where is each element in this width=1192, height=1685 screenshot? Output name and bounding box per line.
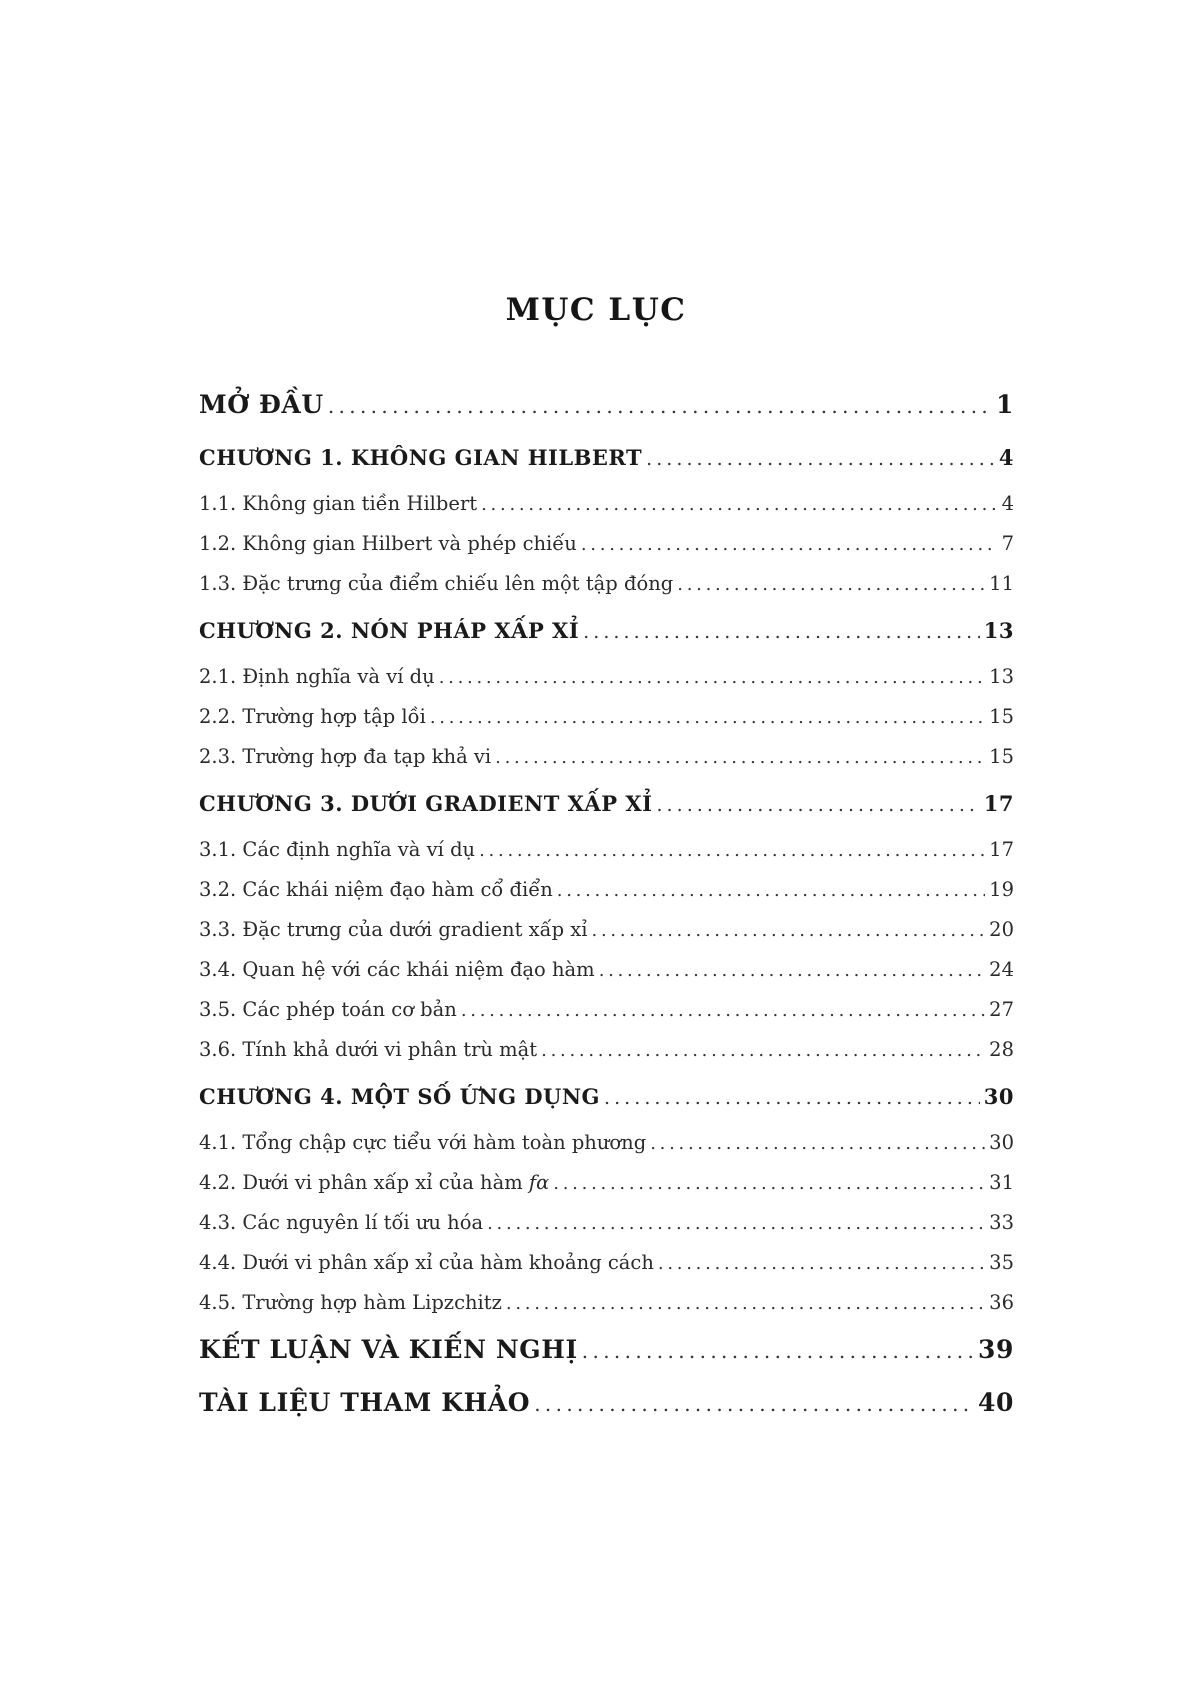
toc-entry-page: 35 (989, 1251, 1014, 1274)
toc-title: MỤC LỤC (505, 292, 687, 328)
toc-entry-label: 4.3. Các nguyên lí tối ưu hóa (199, 1211, 484, 1234)
toc-entry-section-3-6[interactable] (199, 1030, 1014, 1070)
toc-entry-label: 3.6. Tính khả dưới vi phân trù mật (199, 1038, 538, 1061)
toc-entry-section-4-4[interactable] (199, 1243, 1014, 1283)
toc-entry-page: 15 (989, 705, 1014, 728)
toc-entry-label: 2.2. Trường hợp tập lồi (199, 705, 426, 728)
toc-entry-page: 13 (989, 665, 1014, 688)
toc-entry-page: 15 (989, 745, 1014, 768)
dot-leader (656, 779, 979, 832)
toc-entry-page: 30 (983, 1084, 1014, 1109)
toc-entry-label: 2.1. Định nghĩa và ví dụ (199, 665, 435, 688)
dot-leader (534, 1378, 974, 1431)
toc-entry-page: 4 (998, 445, 1014, 470)
toc-entry-ket-luan[interactable] (199, 1323, 1014, 1376)
toc-entry-section-3-1[interactable] (199, 830, 1014, 870)
toc-entry-label: 4.5. Trường hợp hàm Lipzchitz (199, 1291, 502, 1314)
dot-leader (583, 606, 980, 659)
dot-leader (582, 1325, 974, 1378)
dot-leader (506, 1284, 985, 1324)
toc-entry-label: 3.4. Quan hệ với các khái niệm đạo hàm (199, 958, 595, 981)
toc-entry-section-2-3[interactable] (199, 737, 1014, 777)
toc-entry-section-4-5[interactable] (199, 1283, 1014, 1323)
toc-entry-page: 39 (978, 1335, 1014, 1364)
dot-leader (557, 871, 985, 911)
toc-entry-page: 17 (989, 838, 1014, 861)
toc-entry-page: 17 (983, 791, 1014, 816)
toc-entry-label: TÀI LIỆU THAM KHẢO (199, 1388, 531, 1417)
toc-entry-chapter-3[interactable] (199, 777, 1014, 830)
toc-entry-page: 30 (989, 1131, 1014, 1154)
toc-entry-page: 28 (989, 1038, 1014, 1061)
toc-entry-section-1-2[interactable] (199, 524, 1014, 564)
dot-leader (495, 738, 985, 778)
dot-leader (650, 1124, 985, 1164)
toc-entry-label: 3.1. Các định nghĩa và ví dụ (199, 838, 476, 861)
toc-entry-label: CHƯƠNG 1. KHÔNG GIAN HILBERT (199, 445, 643, 470)
toc-entry-page: 13 (983, 618, 1014, 643)
toc-entry-chapter-4[interactable] (199, 1070, 1014, 1123)
dot-leader (430, 698, 985, 738)
toc-entry-label: 1.3. Đặc trưng của điểm chiếu lên một tập đóng (199, 572, 674, 595)
toc-entry-page: 7 (1001, 532, 1014, 555)
toc-entry-section-4-1[interactable] (199, 1123, 1014, 1163)
dot-leader (604, 1072, 980, 1125)
dot-leader (461, 991, 985, 1031)
toc-entry-label: CHƯƠNG 3. DƯỚI GRADIENT XẤP XỈ (199, 791, 653, 816)
toc-entry-label: CHƯƠNG 2. NÓN PHÁP XẤP XỈ (199, 618, 580, 643)
dot-leader (592, 911, 986, 951)
math-symbol-f-alpha: fα (528, 1171, 550, 1194)
table-of-contents (199, 378, 1014, 1429)
toc-entry-section-4-3[interactable] (199, 1203, 1014, 1243)
dot-leader (439, 658, 985, 698)
toc-entry-page: 4 (1001, 492, 1014, 515)
toc-entry-label (199, 1163, 549, 1203)
dot-leader (553, 1164, 985, 1204)
toc-entry-page: 1 (996, 390, 1014, 419)
toc-entry-section-2-1[interactable] (199, 657, 1014, 697)
toc-entry-label: 2.3. Trường hợp đa tạp khả vi (199, 745, 492, 768)
toc-entry-section-3-2[interactable] (199, 870, 1014, 910)
toc-entry-page: 24 (989, 958, 1014, 981)
dot-leader (599, 951, 985, 991)
toc-entry-label-text: 4.2. Dưới vi phân xấp xỉ của hàm (199, 1171, 523, 1194)
toc-entry-section-2-2[interactable] (199, 697, 1014, 737)
dot-leader (487, 1204, 985, 1244)
dot-leader (541, 1031, 985, 1071)
toc-entry-page: 20 (989, 918, 1014, 941)
dot-leader (658, 1244, 985, 1284)
toc-entry-page: 27 (989, 998, 1014, 1021)
toc-entry-page: 11 (989, 572, 1014, 595)
toc-entry-page: 40 (978, 1388, 1014, 1417)
toc-entry-page: 33 (989, 1211, 1014, 1234)
toc-entry-section-1-3[interactable] (199, 564, 1014, 604)
toc-entry-label: 1.1. Không gian tiền Hilbert (199, 492, 478, 515)
toc-entry-chapter-1[interactable] (199, 431, 1014, 484)
toc-entry-page: 36 (989, 1291, 1014, 1314)
toc-entry-label: 1.2. Không gian Hilbert và phép chiếu (199, 532, 577, 555)
toc-entry-label: 4.1. Tổng chập cực tiểu với hàm toàn phương (199, 1131, 647, 1154)
toc-entry-tai-lieu[interactable] (199, 1376, 1014, 1429)
toc-entry-section-4-2[interactable] (199, 1163, 1014, 1203)
toc-entry-mo-dau[interactable] (199, 378, 1014, 431)
toc-entry-label: 4.4. Dưới vi phân xấp xỉ của hàm khoảng cách (199, 1251, 654, 1274)
toc-entry-section-1-1[interactable] (199, 484, 1014, 524)
toc-entry-label: 3.2. Các khái niệm đạo hàm cổ điển (199, 878, 553, 901)
toc-entry-section-3-3[interactable] (199, 910, 1014, 950)
dot-leader (581, 525, 998, 565)
toc-entry-label: KẾT LUẬN VÀ KIẾN NGHỊ (199, 1335, 578, 1364)
toc-entry-page: 31 (989, 1171, 1014, 1194)
toc-entry-label: 3.3. Đặc trưng của dưới gradient xấp xỉ (199, 918, 588, 941)
dot-leader (328, 380, 992, 433)
dot-leader (677, 565, 985, 605)
toc-entry-page: 19 (989, 878, 1014, 901)
toc-entry-section-3-4[interactable] (199, 950, 1014, 990)
toc-entry-label: MỞ ĐẦU (199, 390, 324, 419)
toc-entry-chapter-2[interactable] (199, 604, 1014, 657)
dot-leader (479, 831, 985, 871)
toc-entry-label: 3.5. Các phép toán cơ bản (199, 998, 457, 1021)
toc-entry-section-3-5[interactable] (199, 990, 1014, 1030)
dot-leader (481, 485, 997, 525)
toc-entry-label: CHƯƠNG 4. MỘT SỐ ỨNG DỤNG (199, 1084, 600, 1109)
dot-leader (646, 433, 995, 486)
